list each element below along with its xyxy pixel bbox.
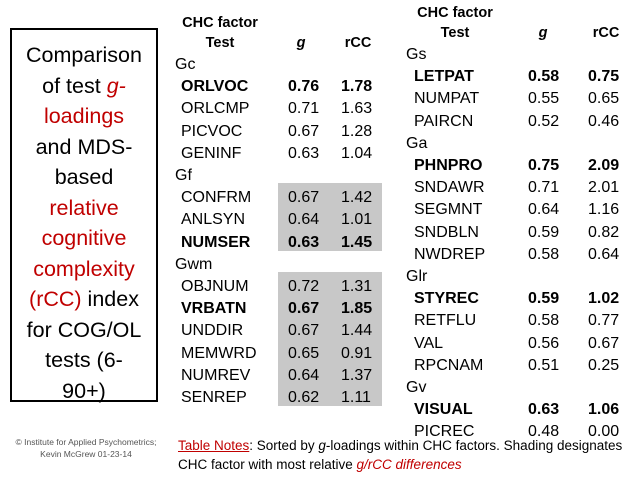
g-loading: 0.67 (288, 189, 320, 207)
title-line: tests (6- (45, 348, 123, 372)
title-line: cognitive (41, 226, 127, 250)
factor-name: Gc (175, 56, 196, 73)
g-loading: 0.59 (528, 290, 560, 308)
rcc-value: 1.78 (341, 78, 373, 96)
title-line: complexity (33, 256, 135, 281)
g-loading: 0.59 (528, 223, 560, 241)
rcc-value: 0.25 (588, 356, 620, 374)
g-loading: 0.58 (528, 68, 560, 86)
g-loading: 0.52 (528, 112, 560, 130)
g-loading: 0.63 (288, 144, 320, 162)
table-notes: Table Notes: Sorted by g-loadings within CHC factors. Shading designates CHC factor with most relative g/rCC differences (178, 438, 623, 472)
g-loading: 0.56 (528, 334, 560, 352)
g-loading: 0.51 (528, 356, 560, 374)
test-name: CONFRM (181, 189, 252, 207)
test-name: NUMPAT (414, 90, 480, 108)
g-loading: 0.67 (288, 122, 320, 140)
title-line: relative (49, 195, 119, 220)
title-line: (rCC) index (29, 287, 139, 311)
left-header-factor: CHC factor (182, 15, 258, 31)
rcc-value: 0.67 (588, 334, 620, 352)
test-name: SENREP (181, 389, 247, 406)
g-loading: 0.55 (528, 90, 560, 108)
rcc-value: 1.06 (588, 401, 620, 419)
right-header-factor: CHC factor (417, 5, 493, 21)
factor-name: Gv (406, 379, 427, 396)
g-loading: 0.64 (288, 211, 320, 229)
rcc-value: 1.28 (341, 122, 373, 140)
rcc-value: 2.01 (588, 179, 620, 197)
test-name: SNDAWR (414, 179, 485, 197)
rcc-value: 1.31 (341, 278, 373, 295)
title-line: for COG/OL (26, 317, 142, 342)
test-name: RETFLU (414, 312, 477, 330)
right-header-test: Test (440, 25, 470, 41)
g-loading: 0.64 (528, 201, 560, 219)
test-name: NWDREP (414, 245, 486, 263)
g-loading: 0.48 (528, 423, 560, 441)
test-name: PICVOC (181, 122, 243, 140)
rcc-value: 0.46 (588, 112, 620, 130)
g-loading: 0.67 (288, 300, 320, 318)
test-name: NUMREV (181, 366, 251, 384)
g-loading: 0.71 (528, 179, 560, 197)
test-name: RPCNAM (414, 356, 484, 374)
test-name: VRBATN (181, 300, 247, 318)
g-loading: 0.75 (528, 157, 560, 174)
left-header-test: Test (205, 35, 235, 51)
factor-name: Glr (406, 268, 428, 285)
test-name: ORLVOC (181, 78, 249, 96)
title-line: based (54, 165, 114, 189)
rcc-value: 1.02 (588, 290, 620, 308)
rcc-value: 0.91 (341, 344, 373, 362)
rcc-value: 1.63 (341, 100, 373, 118)
rcc-value: 0.77 (588, 312, 620, 330)
g-loading: 0.58 (528, 245, 560, 263)
title-line: and MDS- (35, 134, 133, 159)
g-loading: 0.63 (528, 401, 560, 419)
test-name: ORLCMP (181, 100, 250, 118)
test-name: PICREC (414, 423, 475, 441)
g-loading: 0.58 (528, 312, 560, 330)
test-name: SNDBLN (414, 223, 479, 241)
g-loading: 0.72 (288, 278, 320, 295)
test-name: GENINF (181, 144, 242, 162)
factor-name: Gs (406, 46, 427, 63)
test-name: MEMWRD (181, 344, 257, 362)
title-line: Comparison (26, 43, 142, 67)
rcc-value: 1.11 (341, 389, 371, 406)
test-name: PHNPRO (414, 157, 483, 174)
g-loading: 0.71 (288, 100, 320, 118)
rcc-value: 1.85 (341, 300, 373, 318)
rcc-value: 1.04 (341, 144, 373, 162)
title-box (10, 28, 158, 402)
g-loading: 0.67 (288, 322, 320, 340)
title-line: loadings (43, 104, 125, 128)
right-header-rcc: rCC (592, 25, 620, 41)
rcc-value: 2.09 (588, 157, 620, 174)
factor-name: Gf (175, 167, 192, 184)
title-line: 90+) (62, 378, 106, 403)
left-header-g: g (296, 35, 306, 51)
copyright: © Institute for Applied Psychometrics; Kevin McGrew 01-23-14 (15, 437, 157, 459)
test-name: UNDDIR (181, 322, 244, 340)
test-name: OBJNUM (181, 278, 249, 295)
factor-name: Gwm (175, 255, 213, 273)
test-name: LETPAT (414, 68, 474, 86)
rcc-value: 1.37 (341, 366, 373, 384)
factor-name: Ga (406, 134, 428, 152)
test-name: VAL (414, 334, 444, 352)
rcc-value: 0.75 (588, 68, 620, 86)
left-header-rcc: rCC (344, 35, 372, 51)
rcc-value: 0.00 (588, 423, 620, 441)
rcc-value: 1.16 (588, 201, 620, 219)
title-line: of test g- (42, 73, 126, 98)
rcc-value: 1.45 (341, 233, 373, 251)
rcc-value: 0.64 (588, 245, 620, 263)
test-name: PAIRCN (414, 112, 474, 130)
right-header-g: g (538, 25, 548, 41)
test-name: SEGMNT (414, 201, 483, 219)
test-name: ANLSYN (181, 211, 246, 229)
rcc-value: 1.42 (341, 189, 373, 207)
test-name: NUMSER (181, 233, 251, 251)
rcc-value: 0.65 (588, 90, 620, 108)
g-loading: 0.76 (288, 78, 320, 96)
g-loading: 0.62 (288, 389, 320, 406)
rcc-value: 1.01 (341, 211, 373, 229)
rcc-value: 1.44 (341, 322, 373, 340)
g-loading: 0.64 (288, 366, 320, 384)
g-loading: 0.63 (288, 233, 320, 251)
test-name: VISUAL (414, 401, 473, 419)
g-loading: 0.65 (288, 344, 320, 362)
rcc-value: 0.82 (588, 223, 620, 241)
test-name: STYREC (414, 290, 479, 308)
